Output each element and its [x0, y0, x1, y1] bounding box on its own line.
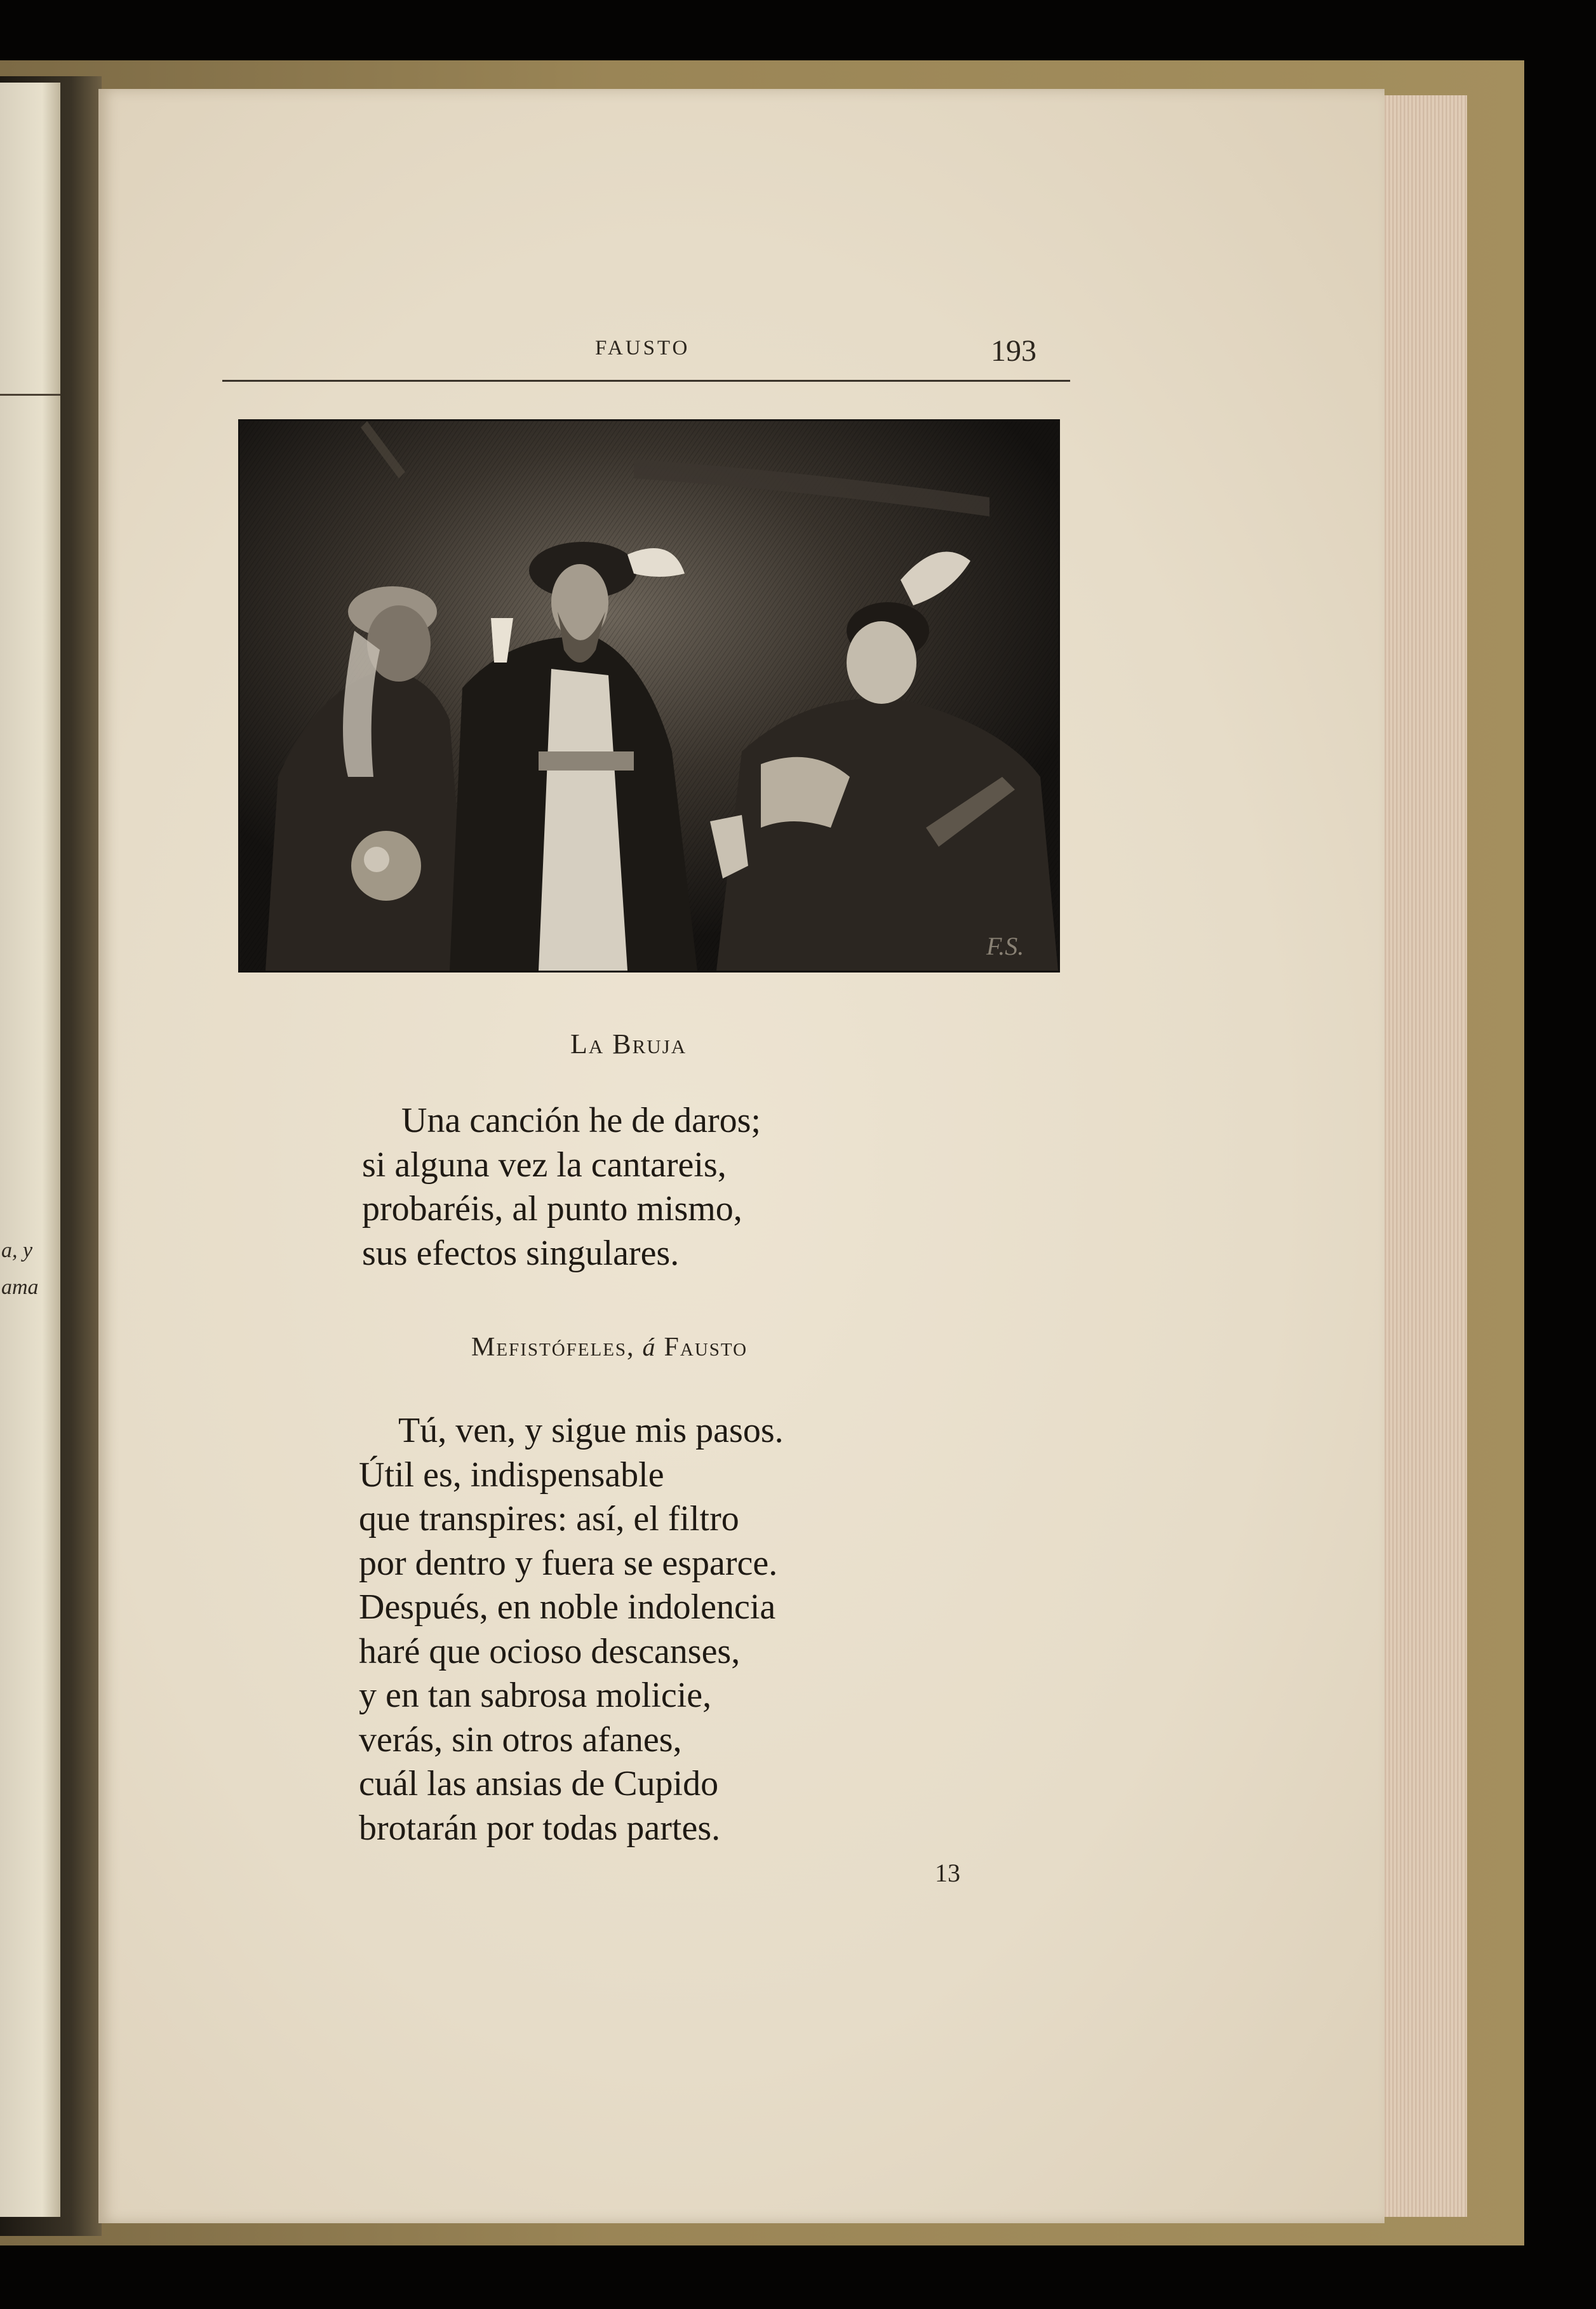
speaker-name: Mefistófeles,	[471, 1333, 635, 1362]
engraving-illustration	[238, 419, 1060, 973]
left-page-fragment: ama	[1, 1276, 39, 1299]
left-page-fragment: a, y	[1, 1239, 33, 1262]
header-rule	[222, 380, 1070, 382]
verse-line: cuál las ansias de Cupido	[359, 1764, 719, 1803]
verse-line: y en tan sabrosa molicie,	[359, 1676, 712, 1715]
left-page-edge	[0, 83, 60, 2217]
verse-line: Útil es, indispensable	[359, 1455, 664, 1495]
speaker-particle: á	[642, 1333, 657, 1361]
verse-block-2	[359, 1409, 784, 1850]
verse-block-1	[362, 1099, 761, 1276]
speaker-name: La Bruja	[570, 1028, 687, 1060]
illustration-signature: F.S.	[986, 932, 1024, 960]
left-page-rule	[0, 394, 60, 396]
page-block-edges	[1378, 95, 1467, 2217]
page-number: 193	[991, 334, 1036, 368]
verse-line: sus efectos singulares.	[362, 1233, 680, 1273]
verse-line: Una canción he de daros;	[401, 1101, 761, 1140]
verse-line: probaréis, al punto mismo,	[362, 1189, 742, 1229]
verse-line: verás, sin otros afanes,	[359, 1720, 682, 1760]
speaker-target: Fausto	[664, 1333, 748, 1362]
speaker-heading-la-bruja	[570, 1028, 687, 1060]
speaker-heading-mefistofeles	[471, 1332, 748, 1363]
verse-line: Tú, ven, y sigue mis pasos.	[398, 1411, 784, 1450]
engraving-scene	[240, 421, 1058, 971]
verse-line: Después, en noble indolencia	[359, 1587, 776, 1627]
verse-line: haré que ocioso descanses,	[359, 1631, 741, 1671]
verse-line: brotarán por todas partes.	[359, 1808, 721, 1848]
verse-line: por dentro y fuera se esparce.	[359, 1543, 778, 1583]
verse-line: si alguna vez la cantareis,	[362, 1145, 727, 1185]
running-head: FAUSTO	[595, 337, 690, 360]
printer-signature-mark: 13	[935, 1859, 960, 1887]
verse-line: que transpires: así, el filtro	[359, 1499, 739, 1538]
